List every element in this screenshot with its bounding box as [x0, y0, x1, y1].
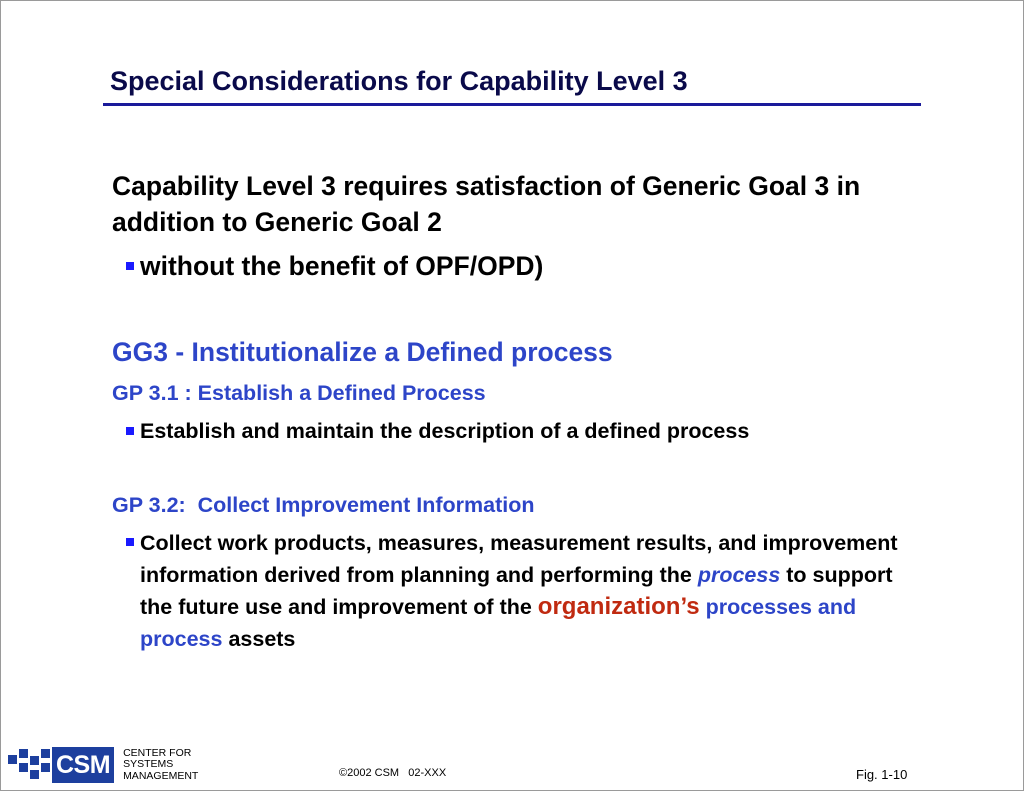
intro-text: Capability Level 3 requires satisfaction of Generic Goal 3 in addition to Generic Goal 2: [112, 171, 861, 237]
org-line-3: MANAGEMENT: [123, 769, 199, 782]
title-underline: [103, 103, 921, 106]
bullet-opf-opd: [126, 251, 543, 282]
org-line-1: CENTER FOR: [123, 746, 192, 759]
gp32-heading: GP 3.2: Collect Improvement Information: [112, 493, 535, 517]
bullet-text: [140, 528, 900, 655]
slide-title: Special Considerations for Capability Level 3: [110, 66, 688, 96]
copyright-text: ©2002 CSM 02-XXX: [339, 767, 447, 779]
csm-logo: [8, 747, 198, 783]
figure-number: Fig. 1-10: [856, 767, 908, 782]
bullet-gp32: [126, 530, 900, 655]
emphasis-process: process: [697, 562, 781, 587]
gp31-heading: GP 3.1 : Establish a Defined Process: [112, 381, 486, 405]
gg3-heading: GG3 - Institutionalize a Defined process: [112, 337, 613, 367]
bullet-text: without the benefit of OPF/OPD): [140, 251, 544, 281]
bullet-text-part4: assets: [222, 626, 296, 651]
bullet-gp31: [126, 419, 749, 444]
bullet-text-part1: Collect work products, measures, measurement results, and improvement information derived from planning and performing the: [140, 531, 898, 587]
bullet-square-icon: [126, 262, 134, 270]
logo-wordmark: CSM: [52, 747, 114, 783]
emphasis-processes: processes and process: [140, 595, 857, 651]
bullet-square-icon: [126, 427, 134, 435]
bullet-text: Establish and maintain the description of a defined process: [140, 419, 750, 443]
org-name: [123, 748, 198, 783]
bullet-text-part2: to support the future use and improvement of the: [140, 562, 893, 619]
emphasis-organization: organization’s: [537, 593, 700, 620]
logo-squares-icon: [8, 747, 52, 783]
org-line-2: SYSTEMS: [123, 758, 174, 771]
bullet-square-icon: [126, 538, 134, 546]
